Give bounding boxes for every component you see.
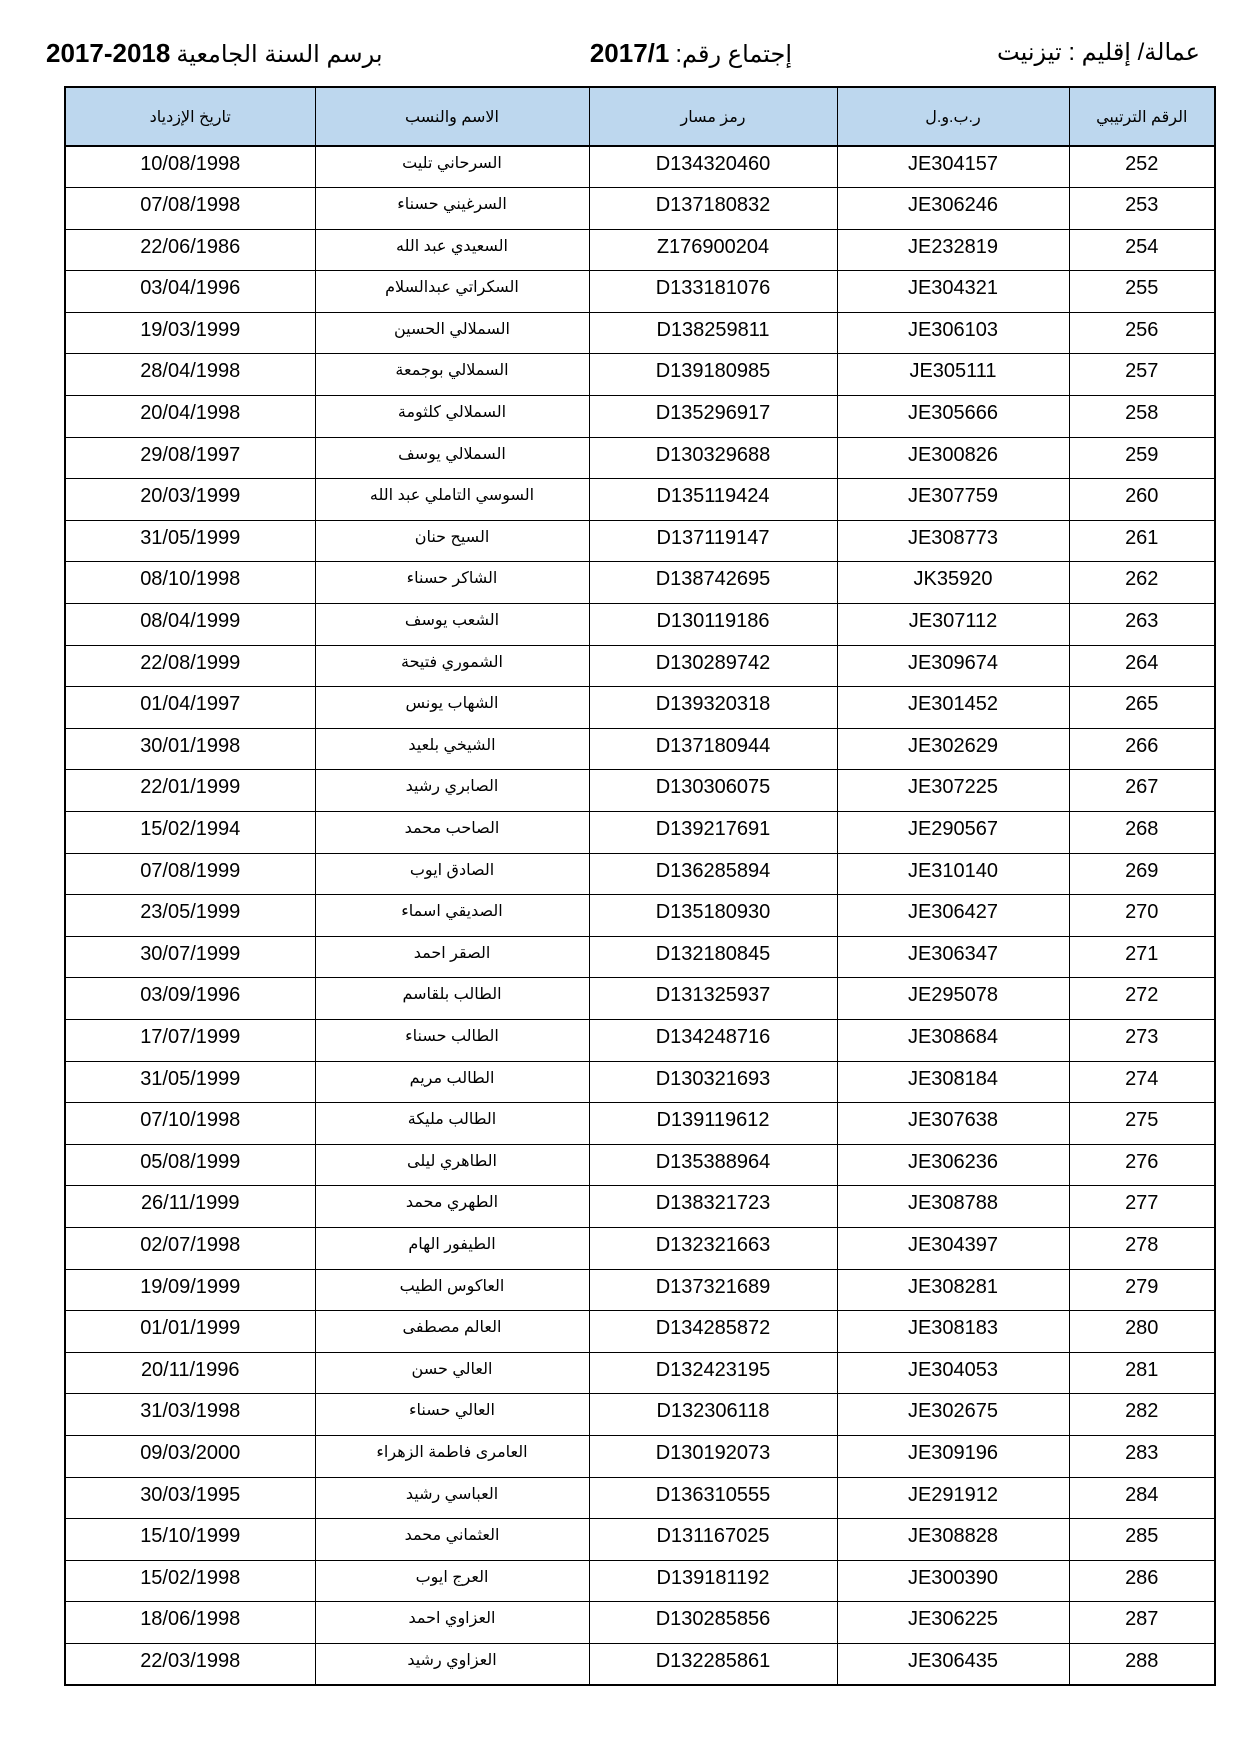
cell-massar: D135296917 [589,396,837,438]
cell-name: العامرى فاطمة الزهراء [315,1435,589,1477]
cell-birth-date: 15/02/1994 [65,812,315,854]
table-row [65,1352,1215,1394]
table-row [65,188,1215,230]
cell-birth-date: 09/03/2000 [65,1435,315,1477]
cell-name: العالم مصطفى [315,1311,589,1353]
cell-name: السملالي كلثومة [315,396,589,438]
meeting-number: 2017/1 [589,38,670,68]
cell-name: العالي حسن [315,1352,589,1394]
cell-name: الشهاب يونس [315,687,589,729]
table-row [65,396,1215,438]
cell-seq: 268 [1069,812,1215,854]
table-row [65,895,1215,937]
table-row [65,1643,1215,1685]
cell-seq: 252 [1069,146,1215,188]
cell-seq: 261 [1069,520,1215,562]
cell-name: السرغيني حسناء [315,188,589,230]
cell-name: العباسي رشيد [315,1477,589,1519]
table-row [65,1519,1215,1561]
cell-seq: 282 [1069,1394,1215,1436]
cell-massar: D138742695 [589,562,837,604]
cell-name: الطالب مليكة [315,1103,589,1145]
cell-cin: JE301452 [837,687,1069,729]
table-row [65,687,1215,729]
cell-cin: JE306427 [837,895,1069,937]
table-row [65,1269,1215,1311]
cell-name: السملالي الحسين [315,312,589,354]
column-header-seq: الرقم الترتيبي [1069,87,1215,146]
cell-name: الشموري فتيحة [315,645,589,687]
cell-seq: 277 [1069,1186,1215,1228]
table-row [65,604,1215,646]
cell-birth-date: 20/04/1998 [65,396,315,438]
cell-cin: JE306236 [837,1144,1069,1186]
cell-cin: JE304157 [837,146,1069,188]
cell-name: الطالب بلقاسم [315,978,589,1020]
table-body [65,146,1215,1685]
academic-year-label: برسم السنة الجامعية [176,41,383,68]
cell-massar: D134285872 [589,1311,837,1353]
cell-massar: D136310555 [589,1477,837,1519]
cell-name: الطيفور الهام [315,1227,589,1269]
cell-seq: 279 [1069,1269,1215,1311]
cell-birth-date: 17/07/1999 [65,1019,315,1061]
cell-massar: D137321689 [589,1269,837,1311]
cell-massar: D139119612 [589,1103,837,1145]
cell-cin: JE304053 [837,1352,1069,1394]
cell-birth-date: 03/09/1996 [65,978,315,1020]
cell-cin: JE306225 [837,1602,1069,1644]
cell-seq: 264 [1069,645,1215,687]
document-header [40,38,1200,78]
cell-name: السملالي بوجمعة [315,354,589,396]
meeting-info [584,38,792,69]
cell-cin: JE309196 [837,1435,1069,1477]
cell-birth-date: 08/04/1999 [65,604,315,646]
cell-birth-date: 28/04/1998 [65,354,315,396]
table-row [65,1186,1215,1228]
table-row [65,229,1215,271]
table-row [65,1227,1215,1269]
cell-birth-date: 31/03/1998 [65,1394,315,1436]
cell-massar: D139180985 [589,354,837,396]
cell-massar: D137119147 [589,520,837,562]
cell-massar: D137180944 [589,728,837,770]
cell-cin: JK35920 [837,562,1069,604]
cell-birth-date: 08/10/1998 [65,562,315,604]
cell-name: الصابري رشيد [315,770,589,812]
meeting-label: إجتماع رقم: [675,41,792,68]
cell-seq: 288 [1069,1643,1215,1685]
table-row [65,936,1215,978]
table-row [65,645,1215,687]
cell-cin: JE304397 [837,1227,1069,1269]
cell-cin: JE291912 [837,1477,1069,1519]
cell-name: السكراتي عبدالسلام [315,271,589,313]
cell-massar: D139320318 [589,687,837,729]
cell-massar: D130285856 [589,1602,837,1644]
table-row [65,1019,1215,1061]
table-row [65,1061,1215,1103]
column-header-cin: ر.ب.و.ل [837,87,1069,146]
cell-massar: D138259811 [589,312,837,354]
table-row [65,479,1215,521]
cell-name: الطهري محمد [315,1186,589,1228]
cell-birth-date: 20/11/1996 [65,1352,315,1394]
cell-name: العثماني محمد [315,1519,589,1561]
cell-seq: 286 [1069,1560,1215,1602]
table-row [65,812,1215,854]
cell-name: العزاوي رشيد [315,1643,589,1685]
cell-cin: JE308828 [837,1519,1069,1561]
cell-cin: JE306435 [837,1643,1069,1685]
cell-birth-date: 22/06/1986 [65,229,315,271]
cell-seq: 276 [1069,1144,1215,1186]
table-row [65,978,1215,1020]
cell-massar: D130192073 [589,1435,837,1477]
cell-birth-date: 05/08/1999 [65,1144,315,1186]
cell-cin: JE308788 [837,1186,1069,1228]
cell-seq: 283 [1069,1435,1215,1477]
academic-year: 2017-2018 [46,38,171,68]
cell-seq: 284 [1069,1477,1215,1519]
cell-seq: 259 [1069,437,1215,479]
cell-massar: D132306118 [589,1394,837,1436]
column-header-name: الاسم والنسب [315,87,589,146]
cell-massar: D132180845 [589,936,837,978]
cell-seq: 272 [1069,978,1215,1020]
cell-massar: D138321723 [589,1186,837,1228]
cell-birth-date: 15/10/1999 [65,1519,315,1561]
table-row [65,562,1215,604]
cell-seq: 263 [1069,604,1215,646]
cell-massar: D130306075 [589,770,837,812]
cell-name: الصادق ايوب [315,853,589,895]
table-row [65,728,1215,770]
cell-name: الشيخي بلعيد [315,728,589,770]
cell-birth-date: 03/04/1996 [65,271,315,313]
cell-massar: D135180930 [589,895,837,937]
cell-name: الشعب يوسف [315,604,589,646]
table-row [65,1435,1215,1477]
cell-massar: D134248716 [589,1019,837,1061]
cell-cin: JE306246 [837,188,1069,230]
table-row [65,1144,1215,1186]
cell-name: العاكوس الطيب [315,1269,589,1311]
cell-birth-date: 26/11/1999 [65,1186,315,1228]
cell-cin: JE306103 [837,312,1069,354]
cell-cin: JE302675 [837,1394,1069,1436]
cell-birth-date: 31/05/1999 [65,520,315,562]
cell-name: الصقر احمد [315,936,589,978]
cell-name: الطالب مريم [315,1061,589,1103]
cell-birth-date: 23/05/1999 [65,895,315,937]
cell-seq: 262 [1069,562,1215,604]
table-row [65,1311,1215,1353]
column-header-birth-date: تاريخ الإزدياد [65,87,315,146]
table-row [65,770,1215,812]
cell-massar: Z176900204 [589,229,837,271]
cell-name: العزاوي احمد [315,1602,589,1644]
cell-massar: D132285861 [589,1643,837,1685]
cell-name: الطاهري ليلى [315,1144,589,1186]
cell-cin: JE307759 [837,479,1069,521]
cell-seq: 273 [1069,1019,1215,1061]
cell-birth-date: 19/03/1999 [65,312,315,354]
cell-massar: D135119424 [589,479,837,521]
cell-seq: 255 [1069,271,1215,313]
cell-birth-date: 30/01/1998 [65,728,315,770]
cell-cin: JE290567 [837,812,1069,854]
cell-seq: 281 [1069,1352,1215,1394]
cell-seq: 257 [1069,354,1215,396]
academic-year-info [40,38,383,69]
cell-birth-date: 15/02/1998 [65,1560,315,1602]
cell-name: السوسي التاملي عبد الله [315,479,589,521]
cell-name: السملالي يوسف [315,437,589,479]
cell-cin: JE306347 [837,936,1069,978]
cell-birth-date: 19/09/1999 [65,1269,315,1311]
cell-cin: JE308183 [837,1311,1069,1353]
cell-massar: D131167025 [589,1519,837,1561]
cell-seq: 280 [1069,1311,1215,1353]
table-row [65,853,1215,895]
table-row [65,520,1215,562]
cell-cin: JE308281 [837,1269,1069,1311]
province-label: عمالة/ إقليم : تيزنيت [997,39,1200,66]
cell-cin: JE232819 [837,229,1069,271]
cell-cin: JE309674 [837,645,1069,687]
table-row [65,354,1215,396]
cell-massar: D137180832 [589,188,837,230]
cell-birth-date: 10/08/1998 [65,146,315,188]
cell-name: السعيدي عبد الله [315,229,589,271]
cell-name: السيح حنان [315,520,589,562]
cell-cin: JE302629 [837,728,1069,770]
cell-birth-date: 31/05/1999 [65,1061,315,1103]
cell-seq: 278 [1069,1227,1215,1269]
cell-birth-date: 22/01/1999 [65,770,315,812]
cell-seq: 254 [1069,229,1215,271]
cell-seq: 270 [1069,895,1215,937]
cell-cin: JE310140 [837,853,1069,895]
cell-massar: D139181192 [589,1560,837,1602]
cell-seq: 265 [1069,687,1215,729]
students-table [64,86,1216,1686]
cell-birth-date: 29/08/1997 [65,437,315,479]
table-row [65,312,1215,354]
column-header-massar: رمز مسار [589,87,837,146]
cell-name: العرج ايوب [315,1560,589,1602]
cell-birth-date: 01/01/1999 [65,1311,315,1353]
cell-seq: 274 [1069,1061,1215,1103]
cell-cin: JE308184 [837,1061,1069,1103]
cell-seq: 256 [1069,312,1215,354]
cell-name: العالي حسناء [315,1394,589,1436]
cell-seq: 271 [1069,936,1215,978]
table-row [65,1560,1215,1602]
cell-birth-date: 07/10/1998 [65,1103,315,1145]
cell-birth-date: 07/08/1998 [65,188,315,230]
cell-seq: 267 [1069,770,1215,812]
cell-cin: JE305111 [837,354,1069,396]
cell-massar: D134320460 [589,146,837,188]
cell-birth-date: 18/06/1998 [65,1602,315,1644]
table-row [65,1394,1215,1436]
cell-cin: JE305666 [837,396,1069,438]
cell-name: الطالب حسناء [315,1019,589,1061]
cell-seq: 266 [1069,728,1215,770]
cell-massar: D130329688 [589,437,837,479]
cell-cin: JE307112 [837,604,1069,646]
cell-birth-date: 20/03/1999 [65,479,315,521]
cell-cin: JE307225 [837,770,1069,812]
cell-cin: JE300826 [837,437,1069,479]
cell-massar: D130321693 [589,1061,837,1103]
cell-cin: JE300390 [837,1560,1069,1602]
cell-seq: 269 [1069,853,1215,895]
cell-birth-date: 30/03/1995 [65,1477,315,1519]
table-row [65,1103,1215,1145]
cell-name: الشاكر حسناء [315,562,589,604]
cell-seq: 285 [1069,1519,1215,1561]
table-row [65,437,1215,479]
cell-massar: D130119186 [589,604,837,646]
cell-cin: JE304321 [837,271,1069,313]
cell-seq: 287 [1069,1602,1215,1644]
table-row [65,1477,1215,1519]
table-row [65,271,1215,313]
cell-seq: 258 [1069,396,1215,438]
table-row [65,146,1215,188]
cell-seq: 260 [1069,479,1215,521]
cell-name: السرحاني تليت [315,146,589,188]
cell-massar: D133181076 [589,271,837,313]
cell-massar: D132423195 [589,1352,837,1394]
cell-name: الصاحب محمد [315,812,589,854]
table-row [65,1602,1215,1644]
cell-massar: D132321663 [589,1227,837,1269]
cell-cin: JE307638 [837,1103,1069,1145]
cell-massar: D139217691 [589,812,837,854]
cell-name: الصديقي اسماء [315,895,589,937]
cell-seq: 253 [1069,188,1215,230]
cell-birth-date: 30/07/1999 [65,936,315,978]
cell-massar: D135388964 [589,1144,837,1186]
cell-birth-date: 02/07/1998 [65,1227,315,1269]
cell-massar: D136285894 [589,853,837,895]
cell-massar: D130289742 [589,645,837,687]
cell-birth-date: 07/08/1999 [65,853,315,895]
cell-seq: 275 [1069,1103,1215,1145]
cell-birth-date: 01/04/1997 [65,687,315,729]
cell-birth-date: 22/03/1998 [65,1643,315,1685]
cell-cin: JE295078 [837,978,1069,1020]
table-header-row [65,87,1215,146]
cell-cin: JE308773 [837,520,1069,562]
cell-massar: D131325937 [589,978,837,1020]
cell-cin: JE308684 [837,1019,1069,1061]
cell-birth-date: 22/08/1999 [65,645,315,687]
